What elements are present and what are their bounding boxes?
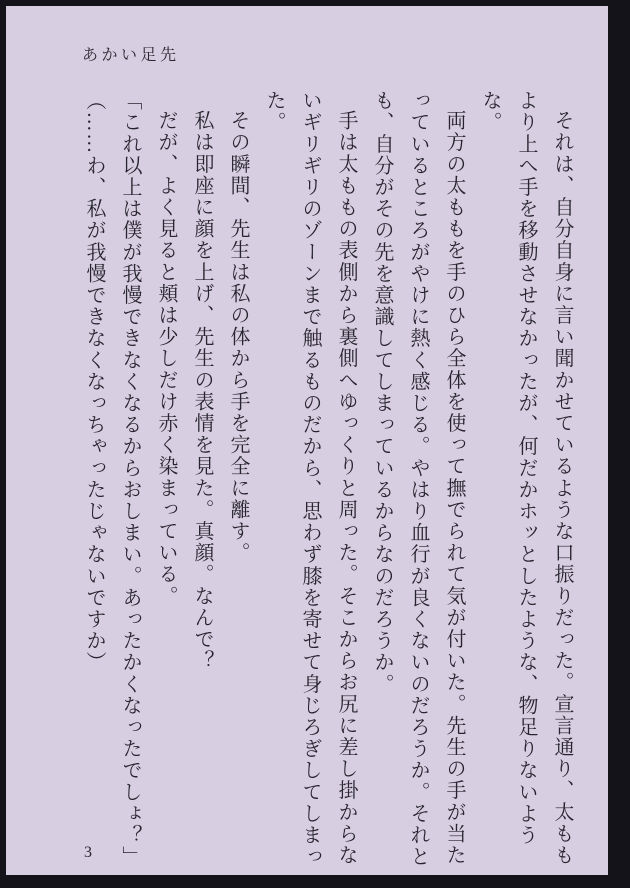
paragraph: （……わ、私が我慢できなくなっちゃったじゃないですか） xyxy=(83,90,105,674)
paragraph: 両方の太ももを手のひら全体を使って撫でられて気が付いた。先生の手が当たっているところがやけに熱く感じる。やはり血行が良くないのだろうか。それとも、自分がその先を意識してしまっているからなのだろうか。 xyxy=(371,90,465,868)
paragraph: 私は即座に顔を上げ、先生の表情を見た。真顔。なんで？ xyxy=(191,110,213,672)
paragraph: その瞬間、先生は私の体から手を完全に離す。 xyxy=(227,110,249,564)
paragraph: 手は太ももの表側から裏側へゆっくりと周った。そこからお尻に差し掛からないギリギリのゾーンまで触るものだから、思わず膝を寄せて身じろぎしてしまった。 xyxy=(263,90,357,868)
page xyxy=(6,6,608,875)
paragraph: 「これ以上は僕が我慢できなくなるからおしまい。あったかくなったでしょ？」 xyxy=(119,90,141,868)
page-number: 3 xyxy=(84,844,92,861)
page-title: あかい足先 xyxy=(82,47,180,64)
paragraph: だが、よく見ると頬は少しだけ赤く染まっている。 xyxy=(155,110,177,607)
body-text xyxy=(76,90,580,872)
paragraph: それは、自分自身に言い聞かせているような口振りだった。宣言通り、太ももより上へ手を移動させなかったが、何だかホッとしたような、物足りないような。 xyxy=(479,90,573,866)
